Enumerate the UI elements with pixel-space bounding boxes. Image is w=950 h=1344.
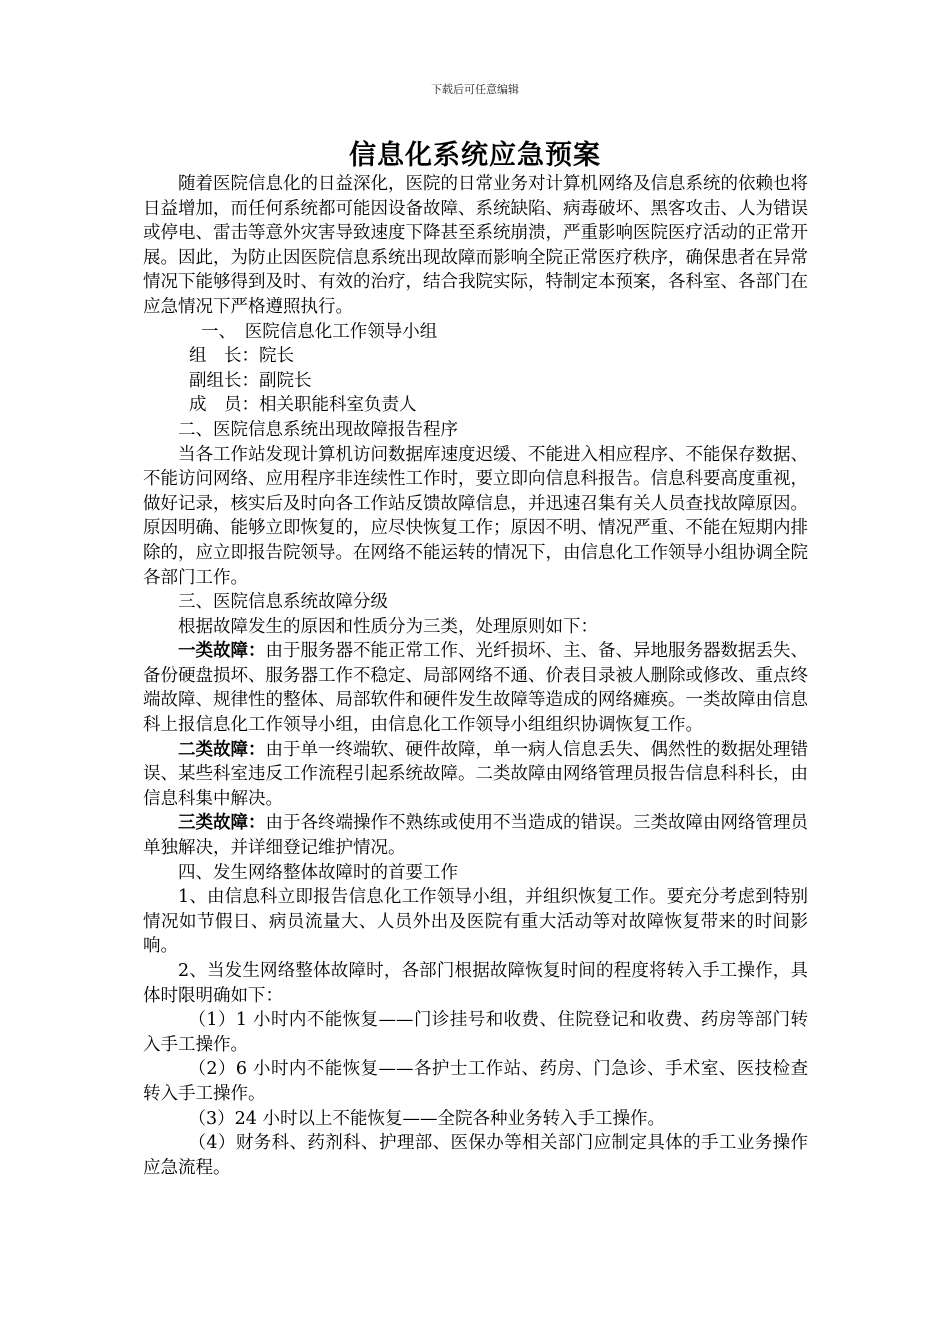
section3-intro: 根据故障发生的原因和性质分为三类，处理原则如下： [178, 616, 598, 637]
section2-heading: 二、医院信息系统出现故障报告程序 [178, 419, 458, 440]
class3-text: 由于各终端操作不熟练或使用不当造成的错误。三类故障由网络管理员单独解决，并详细登记维护情况。 [143, 813, 808, 859]
document-title: 信息化系统应急预案 [349, 140, 601, 171]
class1-text: 由于服务器不能正常工作、光纤损坏、主、备、异地服务器数据丢失、备份硬盘损坏、服务器工作不稳定、局部网络不通、价表目录被人删除或修改、重点终端故障、规律性的整体、局部软件和硬件发生故障等造成的网络瘫痪。一类故障由信息科上报信息化工作领导小组，由信息化工作领导小组组织协调恢复工作。 [143, 641, 808, 736]
class1-label: 一类故障： [178, 641, 266, 662]
section4-subitem-4: （4）财务科、药剂科、护理部、医保办等相关部门应制定具体的手工业务操作应急流程。 [143, 1133, 808, 1178]
section4-subitem-1: （1）1 小时内不能恢复——门诊挂号和收费、住院登记和收费、药房等部门转入手工操作。 [143, 1010, 808, 1055]
section1-heading: 一、 医院信息化工作领导小组 [201, 321, 438, 342]
header-note: 下载后可任意编辑 [431, 83, 519, 96]
section4-item-1: 1、由信息科立即报告信息化工作领导小组，并组织恢复工作。要充分考虑到特别情况如节假日、病员流量大、人员外出及医院有重大活动等对故障恢复带来的时间影响。 [143, 887, 808, 957]
section3-heading: 三、医院信息系统故障分级 [178, 592, 388, 613]
section4-subitem-2: （2）6 小时内不能恢复——各护士工作站、药房、门急诊、手术室、医技检查转入手工操作。 [143, 1059, 808, 1104]
class3-paragraph [143, 811, 808, 860]
class2-text: 由于单一终端软、硬件故障，单一病人信息丢失、偶然性的数据处理错误、某些科室违反工作流程引起系统故障。二类故障由网络管理员报告信息科科长，由信息科集中解决。 [143, 739, 808, 809]
class2-label: 二类故障： [178, 739, 266, 760]
class1-paragraph [143, 639, 808, 737]
section4-heading: 四、发生网络整体故障时的首要工作 [178, 862, 458, 883]
class2-paragraph [143, 738, 808, 812]
section2-paragraph: 当各工作站发现计算机访问数据库速度迟缓、不能进入相应程序、不能保存数据、不能访问网络、应用程序非连续性工作时，要立即向信息科报告。信息科要高度重视，做好记录，核实后及时向各工作站反馈故障信息，并迅速召集有关人员查找故障原因。原因明确、能够立即恢复的，应尽快恢复工作；原因不明、情况严重、不能在短期内排除的，应立即报告院领导。在网络不能运转的情况下，由信息化工作领导小组协调全院各部门工作。 [143, 444, 808, 588]
member-leader: 组 长：院长 [189, 346, 294, 367]
section4-subitem-3: （3）24 小时以上不能恢复——全院各种业务转入手工操作。 [188, 1108, 665, 1129]
intro-paragraph: 随着医院信息化的日益深化，医院的日常业务对计算机网络及信息系统的依赖也将日益增加，而任何系统都可能因设备故障、系统缺陷、病毒破坏、黑客攻击、人为错误或停电、雷击等意外灾害导致速度下降甚至系统崩溃，严重影响医院医疗活动的正常开展。因此，为防止因医院信息系统出现故障而影响全院正常医疗秩序，确保患者在异常情况下能够得到及时、有效的治疗，结合我院实际，特制定本预案，各科室、各部门在应急情况下严格遵照执行。 [143, 174, 808, 317]
class3-label: 三类故障： [178, 813, 266, 834]
document-body [143, 172, 808, 1180]
member-deputy: 副组长：副院长 [189, 370, 312, 391]
member-staff: 成 员：相关职能科室负责人 [189, 395, 417, 416]
section4-item-2: 2、当发生网络整体故障时，各部门根据故障恢复时间的程度将转入手工操作，具体时限明确如下： [143, 961, 808, 1006]
